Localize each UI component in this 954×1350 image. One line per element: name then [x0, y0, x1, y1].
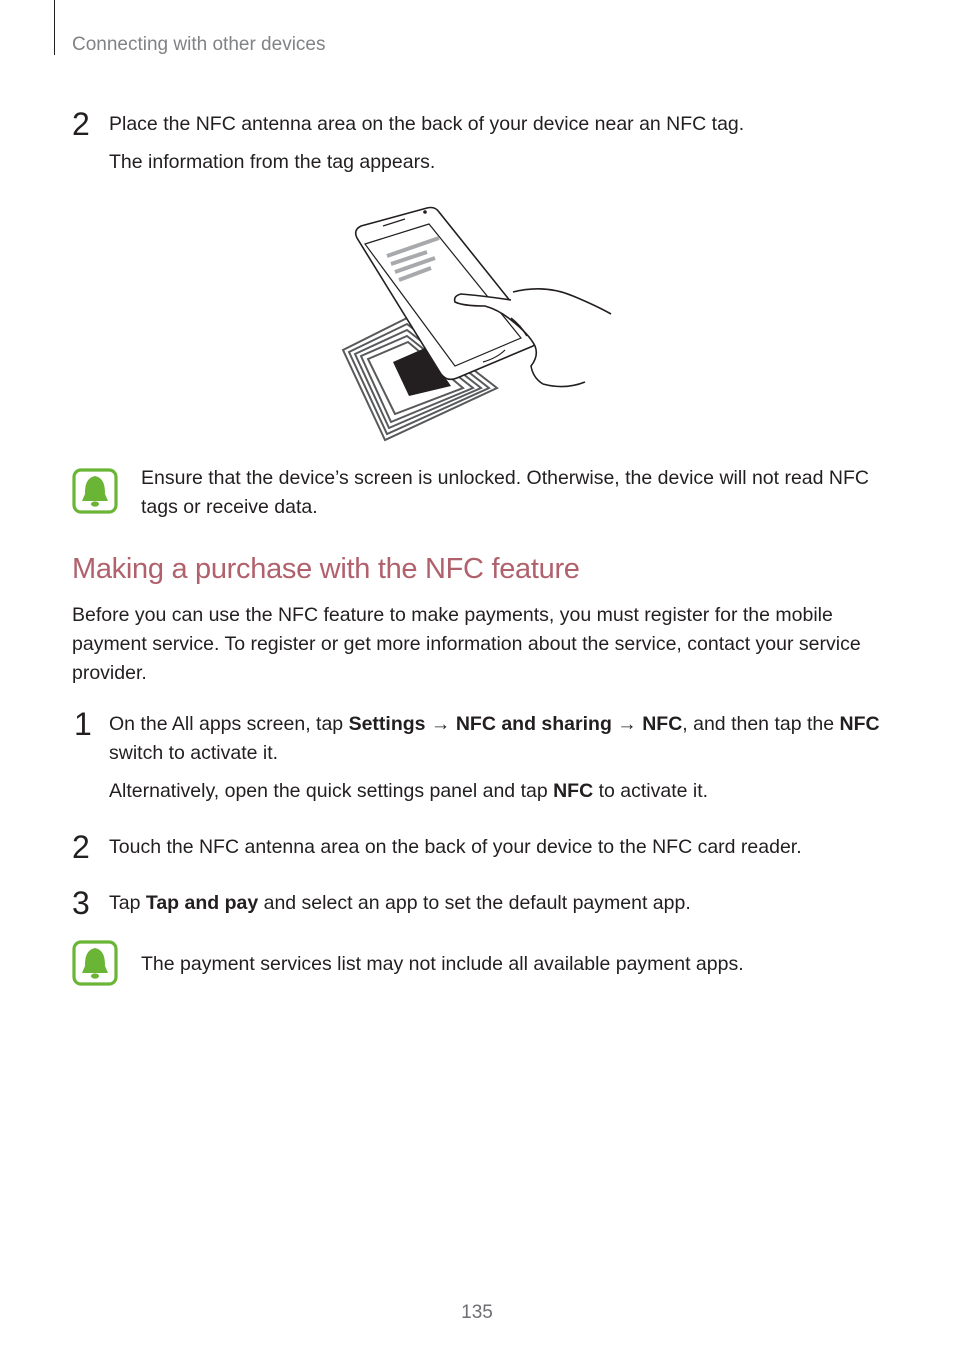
note-text: The payment services list may not include all available payment apps.	[141, 953, 744, 975]
section-intro-line: provider.	[72, 662, 147, 684]
note-text: Ensure that the device’s screen is unlocked. Otherwise, the device will not read NFC	[141, 467, 869, 489]
step-number: 2	[72, 829, 90, 865]
step-text-part: Alternatively, open the quick settings panel and tap	[109, 780, 554, 802]
step-text: Touch the NFC antenna area on the back of your device to the NFC card reader.	[109, 836, 802, 858]
bell-note-icon	[72, 468, 118, 514]
settings-term: Settings	[348, 713, 426, 735]
step-text-part: to activate it.	[593, 780, 709, 802]
page-header: Connecting with other devices	[72, 34, 326, 55]
step-text	[109, 889, 691, 918]
step-text-part: and select an app to set the default payment app.	[258, 892, 691, 914]
step-text-part: On the All apps screen, tap	[109, 713, 349, 735]
section-intro-line: Before you can use the NFC feature to make payments, you must register for the mobile	[72, 604, 833, 626]
section-intro-line: payment service. To register or get more information about the service, contact your service	[72, 633, 861, 655]
nfc-sharing-term: NFC and sharing	[455, 713, 612, 735]
note-text-continued: tags or receive data.	[141, 496, 318, 518]
section-title: Making a purchase with the NFC feature	[72, 553, 580, 585]
arrow: →	[611, 713, 643, 735]
step-subtext	[109, 777, 708, 806]
nfc-term: NFC	[642, 713, 683, 735]
tap-and-pay-term: Tap and pay	[145, 892, 259, 914]
step-text-part: , and then tap the	[682, 713, 840, 735]
step-text	[109, 710, 880, 739]
arrow: →	[425, 713, 456, 735]
step-text-continued: switch to activate it.	[109, 742, 279, 764]
step-text-part: Tap	[109, 892, 146, 914]
nfc-term: NFC	[839, 713, 880, 735]
step-text: Place the NFC antenna area on the back of your device near an NFC tag.	[109, 113, 745, 135]
step-number: 2	[72, 106, 90, 142]
header-rule	[54, 0, 55, 55]
step-number: 3	[72, 885, 90, 921]
step-subtext: The information from the tag appears.	[109, 151, 436, 173]
bell-note-icon	[72, 940, 118, 986]
nfc-tag-illustration	[335, 200, 625, 445]
page-number: 135	[461, 1302, 493, 1323]
nfc-term: NFC	[553, 780, 594, 802]
step-number: 1	[74, 706, 92, 742]
